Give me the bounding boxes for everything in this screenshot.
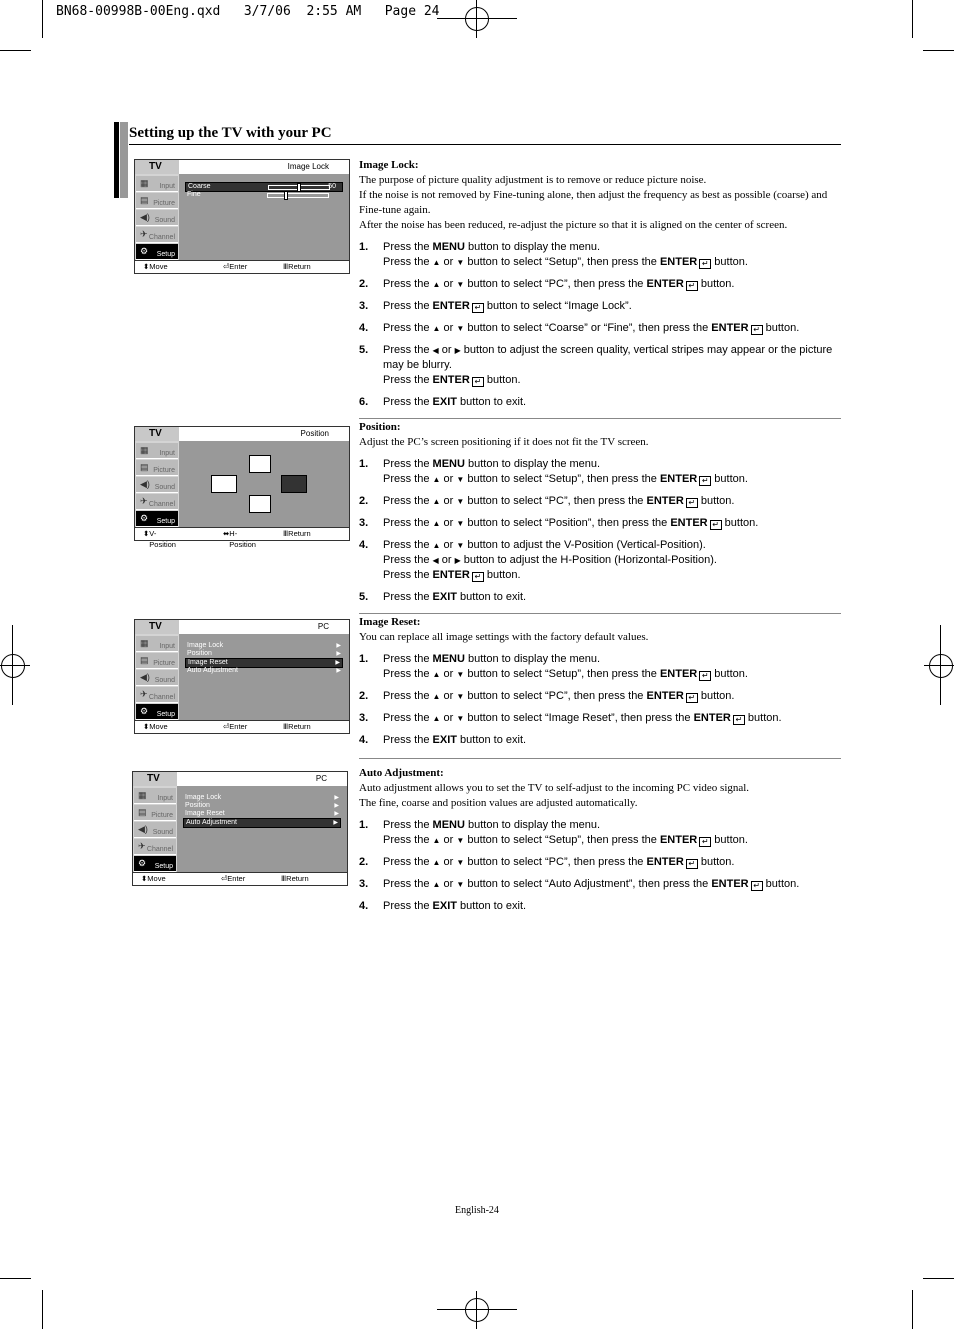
osd-title: Position bbox=[300, 429, 329, 438]
enter-icon: ↵ bbox=[751, 881, 763, 891]
print-header: BN68-00998B-00Eng.qxd 3/7/06 2:55 AM Page 24 bbox=[56, 4, 440, 19]
menu-input: ▦ Input bbox=[136, 176, 178, 192]
registration-line bbox=[437, 18, 517, 19]
foot-v-position: ⬍ V-Position bbox=[143, 529, 176, 549]
position-up-box bbox=[249, 455, 271, 473]
registration-line bbox=[924, 665, 954, 666]
osd-tv-label: TV bbox=[133, 772, 177, 786]
enter-icon: ↵ bbox=[699, 671, 711, 681]
input-icon: ▦ bbox=[140, 445, 149, 455]
enter-icon: ↵ bbox=[710, 520, 722, 530]
menu-picture: ▤ Picture bbox=[136, 193, 178, 209]
picture-icon: ▤ bbox=[138, 807, 147, 817]
registration-line bbox=[476, 1291, 477, 1329]
section-title: Position: bbox=[359, 421, 401, 433]
crop-mark bbox=[0, 1278, 31, 1279]
step: 3. Press the ENTER ↵ button to select “Image Lock”. bbox=[359, 300, 632, 312]
osd-item-image-reset: Image Reset ▶ bbox=[185, 658, 343, 668]
step: 5. Press the EXIT button to exit. bbox=[359, 591, 527, 603]
osd-item-image-lock: Image Lock ▶ bbox=[187, 642, 341, 649]
foot-return: Ⅲ Return bbox=[281, 874, 309, 883]
intro-line: The purpose of picture quality adjustment is to remove or reduce picture noise. bbox=[359, 174, 707, 186]
osd-tv-label: TV bbox=[135, 160, 179, 174]
channel-icon: ✈ bbox=[138, 841, 146, 851]
registration-line bbox=[476, 0, 477, 38]
section-auto-adjustment bbox=[359, 766, 841, 914]
section-image-lock bbox=[359, 158, 841, 419]
foot-move: ⬍ Move bbox=[143, 722, 168, 731]
osd-row-coarse: Coarse 50 bbox=[185, 182, 343, 192]
step: 1. Press the MENU button to display the menu. Press the ▲ or ▼ button to select “Setup”, then press the ENTER ↵ button. bbox=[359, 241, 748, 268]
crop-mark bbox=[42, 0, 43, 38]
osd-item-position: Position ▶ bbox=[185, 802, 339, 809]
intro-line: If the noise is not removed by Fine-tuning alone, then adjust the frequency as best as possible (coarse) and Fine-tune again. bbox=[359, 189, 828, 216]
step: 1. Press the MENU button to display the menu. Press the ▲ or ▼ button to select “Setup”, then press the ENTER ↵ button. bbox=[359, 458, 748, 485]
foot-enter: ⏎ Enter bbox=[223, 722, 248, 731]
step: 4. Press the EXIT button to exit. bbox=[359, 734, 527, 746]
foot-return: Ⅲ Return bbox=[283, 722, 311, 731]
sound-icon: ◀) bbox=[140, 212, 150, 222]
foot-move: ⬍ Move bbox=[141, 874, 166, 883]
menu-input: ▦ Input bbox=[134, 788, 176, 804]
enter-icon: ↵ bbox=[686, 693, 698, 703]
channel-icon: ✈ bbox=[140, 496, 148, 506]
intro-line: After the noise has been reduced, re-adjust the picture so that it is aligned on the center of screen. bbox=[359, 219, 788, 231]
step: 3. Press the ▲ or ▼ button to select “Position”, then press the ENTER ↵ button. bbox=[359, 517, 759, 529]
osd-item-auto-adjustment: Auto Adjustment ▶ bbox=[187, 667, 341, 674]
menu-sound: ◀) Sound bbox=[136, 670, 178, 686]
page-number: English-24 bbox=[455, 1205, 499, 1216]
registration-mark bbox=[929, 654, 953, 678]
osd-title: PC bbox=[315, 774, 327, 783]
position-right-box bbox=[281, 475, 307, 493]
sound-icon: ◀) bbox=[140, 672, 150, 682]
step: 4. Press the ▲ or ▼ button to adjust the V-Position (Vertical-Position). Press the ◀ or ▶ button to adjust the H-Position (Horizontal-Position). Press the ENTER ↵ button. bbox=[359, 539, 717, 581]
step: 3. Press the ▲ or ▼ button to select “Image Reset”, then press the ENTER ↵ button. bbox=[359, 712, 782, 724]
menu-picture: ▤ Picture bbox=[136, 653, 178, 669]
crop-mark bbox=[923, 1278, 954, 1279]
registration-mark bbox=[1, 654, 25, 678]
menu-setup: ⚙ Setup bbox=[136, 511, 178, 527]
section-title: Image Reset: bbox=[359, 616, 421, 628]
step: 2. Press the ▲ or ▼ button to select “PC”, then press the ENTER ↵ button. bbox=[359, 278, 735, 290]
menu-picture: ▤ Picture bbox=[136, 460, 178, 476]
step: 2. Press the ▲ or ▼ button to select “PC”, then press the ENTER ↵ button. bbox=[359, 495, 735, 507]
enter-icon: ↵ bbox=[699, 837, 711, 847]
registration-mark bbox=[465, 1298, 489, 1322]
menu-setup: ⚙ Setup bbox=[136, 704, 178, 720]
section-image-reset bbox=[359, 615, 841, 759]
osd-item-position: Position ▶ bbox=[187, 650, 341, 657]
step: 2. Press the ▲ or ▼ button to select “PC”, then press the ENTER ↵ button. bbox=[359, 690, 735, 702]
osd-title: PC bbox=[317, 622, 329, 631]
step: 6. Press the EXIT button to exit. bbox=[359, 396, 527, 408]
crop-mark bbox=[42, 1290, 43, 1329]
title-bar-accent bbox=[120, 122, 128, 198]
section-position bbox=[359, 420, 841, 614]
registration-mark bbox=[465, 7, 489, 31]
enter-icon: ↵ bbox=[699, 476, 711, 486]
separator bbox=[359, 758, 841, 759]
channel-icon: ✈ bbox=[140, 229, 148, 239]
osd-item-image-reset: Image Reset ▶ bbox=[185, 810, 339, 817]
menu-channel: ✈ Channel bbox=[136, 687, 178, 703]
foot-move: ⬍ Move bbox=[143, 262, 168, 271]
channel-icon: ✈ bbox=[140, 689, 148, 699]
section-title: Auto Adjustment: bbox=[359, 767, 444, 779]
step: 1. Press the MENU button to display the menu. Press the ▲ or ▼ button to select “Setup”, then press the ENTER ↵ button. bbox=[359, 819, 748, 846]
menu-setup: ⚙ Setup bbox=[136, 244, 178, 260]
separator bbox=[359, 418, 841, 419]
enter-icon: ↵ bbox=[686, 498, 698, 508]
crop-mark bbox=[912, 1290, 913, 1329]
picture-icon: ▤ bbox=[140, 195, 149, 205]
crop-mark bbox=[0, 50, 31, 51]
enter-icon: ↵ bbox=[686, 281, 698, 291]
osd-auto-adjustment bbox=[132, 771, 348, 886]
menu-setup: ⚙ Setup bbox=[134, 856, 176, 872]
osd-tv-label: TV bbox=[135, 620, 179, 634]
menu-input: ▦ Input bbox=[136, 443, 178, 459]
input-icon: ▦ bbox=[140, 178, 149, 188]
menu-channel: ✈ Channel bbox=[134, 839, 176, 855]
enter-icon: ↵ bbox=[699, 259, 711, 269]
sound-icon: ◀) bbox=[140, 479, 150, 489]
intro-line: You can replace all image settings with the factory default values. bbox=[359, 631, 649, 643]
registration-line bbox=[0, 665, 30, 666]
enter-icon: ↵ bbox=[472, 303, 484, 313]
foot-h-position: ⬌ H-Position bbox=[223, 529, 256, 549]
step: 4. Press the ▲ or ▼ button to select “Coarse” or “Fine”, then press the ENTER ↵ button. bbox=[359, 322, 800, 334]
osd-item-auto-adjustment: Auto Adjustment ▶ bbox=[183, 818, 341, 828]
osd-position bbox=[134, 426, 350, 549]
enter-icon: ↵ bbox=[472, 572, 484, 582]
setup-icon: ⚙ bbox=[140, 513, 149, 523]
section-title: Image Lock: bbox=[359, 159, 419, 171]
crop-mark bbox=[912, 0, 913, 38]
enter-icon: ↵ bbox=[686, 859, 698, 869]
step: 1. Press the MENU button to display the menu. Press the ▲ or ▼ button to select “Setup”, then press the ENTER ↵ button. bbox=[359, 653, 748, 680]
foot-return: Ⅲ Return bbox=[283, 262, 311, 271]
foot-enter: ⏎ Enter bbox=[223, 262, 248, 271]
menu-picture: ▤ Picture bbox=[134, 805, 176, 821]
registration-line bbox=[437, 1309, 517, 1310]
menu-input: ▦ Input bbox=[136, 636, 178, 652]
osd-image-lock bbox=[134, 159, 350, 274]
intro-line: Auto adjustment allows you to set the TV to self-adjust to the incoming PC video signal. bbox=[359, 782, 750, 794]
intro-line: The fine, coarse and position values are adjusted automatically. bbox=[359, 797, 638, 809]
menu-sound: ◀) Sound bbox=[136, 477, 178, 493]
picture-icon: ▤ bbox=[140, 462, 149, 472]
picture-icon: ▤ bbox=[140, 655, 149, 665]
title-bar-accent bbox=[114, 122, 119, 198]
position-left-box bbox=[211, 475, 237, 493]
title-rule bbox=[129, 144, 841, 145]
step: 4. Press the EXIT button to exit. bbox=[359, 900, 527, 912]
menu-sound: ◀) Sound bbox=[134, 822, 176, 838]
input-icon: ▦ bbox=[138, 790, 147, 800]
position-down-box bbox=[249, 495, 271, 513]
setup-icon: ⚙ bbox=[140, 706, 149, 716]
enter-icon: ↵ bbox=[733, 715, 745, 725]
setup-icon: ⚙ bbox=[140, 246, 149, 256]
osd-image-reset bbox=[134, 619, 350, 734]
input-icon: ▦ bbox=[140, 638, 149, 648]
foot-enter: ⏎ Enter bbox=[221, 874, 246, 883]
separator bbox=[359, 613, 841, 614]
menu-sound: ◀) Sound bbox=[136, 210, 178, 226]
step: 3. Press the ▲ or ▼ button to select “Auto Adjustment”, then press the ENTER ↵ button. bbox=[359, 878, 800, 890]
osd-tv-label: TV bbox=[135, 427, 179, 441]
menu-channel: ✈ Channel bbox=[136, 494, 178, 510]
sound-icon: ◀) bbox=[138, 824, 148, 834]
osd-row-fine: Fine bbox=[185, 191, 343, 199]
osd-title: Image Lock bbox=[287, 162, 329, 171]
osd-item-image-lock: Image Lock ▶ bbox=[185, 794, 339, 801]
setup-icon: ⚙ bbox=[138, 858, 147, 868]
crop-mark bbox=[923, 50, 954, 51]
step: 5. Press the ◀ or ▶ button to adjust the screen quality, vertical stripes may appear or the picture may be blurry. Press the ENTER ↵ button. bbox=[359, 344, 833, 386]
intro-line: Adjust the PC’s screen positioning if it does not fit the TV screen. bbox=[359, 436, 649, 448]
foot-return: Ⅲ Return bbox=[283, 529, 311, 538]
step: 2. Press the ▲ or ▼ button to select “PC”, then press the ENTER ↵ button. bbox=[359, 856, 735, 868]
enter-icon: ↵ bbox=[751, 325, 763, 335]
enter-icon: ↵ bbox=[472, 377, 484, 387]
page-title: Setting up the TV with your PC bbox=[129, 125, 332, 141]
menu-channel: ✈ Channel bbox=[136, 227, 178, 243]
